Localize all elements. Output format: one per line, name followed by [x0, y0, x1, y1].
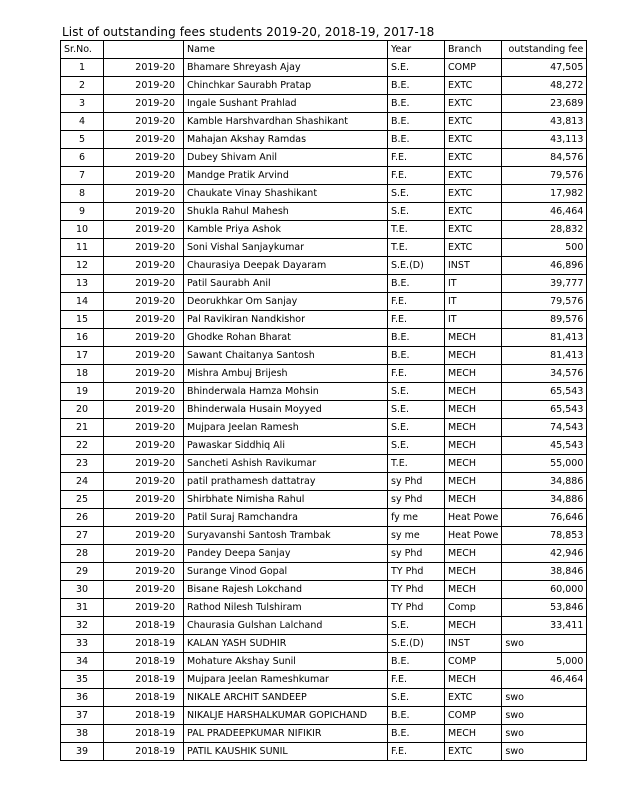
cell-academic-year: 2019-20	[104, 365, 184, 383]
cell-sr-no: 19	[61, 383, 104, 401]
cell-outstanding-fee: 42,946	[502, 545, 587, 563]
cell-academic-year: 2019-20	[104, 563, 184, 581]
cell-year: B.E.	[388, 113, 445, 131]
table-row	[61, 131, 587, 149]
cell-outstanding-fee: 79,576	[502, 167, 587, 185]
cell-outstanding-fee: 28,832	[502, 221, 587, 239]
cell-name: Chinchkar Saurabh Pratap	[184, 77, 388, 95]
cell-branch: INST	[445, 257, 502, 275]
cell-branch: EXTC	[445, 743, 502, 761]
cell-academic-year: 2019-20	[104, 293, 184, 311]
cell-year: S.E.	[388, 185, 445, 203]
cell-sr-no: 17	[61, 347, 104, 365]
cell-year: S.E.	[388, 617, 445, 635]
cell-sr-no: 37	[61, 707, 104, 725]
cell-outstanding-fee: swo	[502, 635, 587, 653]
cell-year: F.E.	[388, 365, 445, 383]
cell-name: PATIL KAUSHIK SUNIL	[184, 743, 388, 761]
cell-outstanding-fee: 84,576	[502, 149, 587, 167]
cell-name: Chaukate Vinay Shashikant	[184, 185, 388, 203]
cell-sr-no: 39	[61, 743, 104, 761]
table-row	[61, 149, 587, 167]
cell-outstanding-fee: 79,576	[502, 293, 587, 311]
cell-outstanding-fee: 65,543	[502, 383, 587, 401]
cell-outstanding-fee: 55,000	[502, 455, 587, 473]
table-row	[61, 419, 587, 437]
cell-academic-year: 2018-19	[104, 617, 184, 635]
cell-name: Mandge Pratik Arvind	[184, 167, 388, 185]
table-row	[61, 599, 587, 617]
cell-sr-no: 16	[61, 329, 104, 347]
cell-year: S.E.	[388, 419, 445, 437]
cell-outstanding-fee: 5,000	[502, 653, 587, 671]
cell-branch: EXTC	[445, 221, 502, 239]
table-row	[61, 581, 587, 599]
cell-outstanding-fee: swo	[502, 725, 587, 743]
cell-name: KALAN YASH SUDHIR	[184, 635, 388, 653]
cell-year: S.E.	[388, 383, 445, 401]
header-sr-no: Sr.No.	[61, 41, 104, 59]
cell-year: S.E.(D)	[388, 257, 445, 275]
cell-name: Shukla Rahul Mahesh	[184, 203, 388, 221]
header-name: Name	[184, 41, 388, 59]
cell-academic-year: 2019-20	[104, 545, 184, 563]
cell-year: TY Phd	[388, 599, 445, 617]
cell-name: NIKALJE HARSHALKUMAR GOPICHAND	[184, 707, 388, 725]
cell-year: F.E.	[388, 149, 445, 167]
cell-name: Sancheti Ashish Ravikumar	[184, 455, 388, 473]
cell-outstanding-fee: 34,576	[502, 365, 587, 383]
table-row	[61, 545, 587, 563]
cell-academic-year: 2019-20	[104, 329, 184, 347]
cell-year: B.E.	[388, 131, 445, 149]
cell-branch: EXTC	[445, 239, 502, 257]
table-row	[61, 77, 587, 95]
cell-name: Bhinderwala Hamza Mohsin	[184, 383, 388, 401]
cell-outstanding-fee: 46,464	[502, 203, 587, 221]
table-row	[61, 707, 587, 725]
cell-name: Deorukhkar Om Sanjay	[184, 293, 388, 311]
cell-outstanding-fee: 500	[502, 239, 587, 257]
cell-year: F.E.	[388, 311, 445, 329]
table-row	[61, 401, 587, 419]
table-row	[61, 365, 587, 383]
cell-sr-no: 15	[61, 311, 104, 329]
cell-outstanding-fee: 34,886	[502, 491, 587, 509]
table-row	[61, 239, 587, 257]
cell-branch: Comp	[445, 599, 502, 617]
cell-sr-no: 25	[61, 491, 104, 509]
cell-branch: EXTC	[445, 113, 502, 131]
cell-year: B.E.	[388, 77, 445, 95]
cell-branch: MECH	[445, 671, 502, 689]
cell-year: sy Phd	[388, 545, 445, 563]
cell-academic-year: 2018-19	[104, 743, 184, 761]
cell-academic-year: 2018-19	[104, 653, 184, 671]
cell-outstanding-fee: 65,543	[502, 401, 587, 419]
cell-outstanding-fee: 78,853	[502, 527, 587, 545]
cell-academic-year: 2019-20	[104, 185, 184, 203]
cell-academic-year: 2019-20	[104, 77, 184, 95]
table-row	[61, 491, 587, 509]
cell-academic-year: 2019-20	[104, 581, 184, 599]
cell-name: Chaurasiya Deepak Dayaram	[184, 257, 388, 275]
cell-name: Mahajan Akshay Ramdas	[184, 131, 388, 149]
cell-sr-no: 10	[61, 221, 104, 239]
cell-year: fy me	[388, 509, 445, 527]
cell-name: Sawant Chaitanya Santosh	[184, 347, 388, 365]
cell-branch: MECH	[445, 725, 502, 743]
table-row	[61, 329, 587, 347]
cell-year: S.E.	[388, 59, 445, 77]
table-row	[61, 185, 587, 203]
cell-year: T.E.	[388, 239, 445, 257]
cell-sr-no: 35	[61, 671, 104, 689]
cell-year: F.E.	[388, 293, 445, 311]
cell-sr-no: 13	[61, 275, 104, 293]
cell-name: Ghodke Rohan Bharat	[184, 329, 388, 347]
cell-academic-year: 2019-20	[104, 275, 184, 293]
cell-year: S.E.	[388, 689, 445, 707]
cell-name: Bhinderwala Husain Moyyed	[184, 401, 388, 419]
cell-name: Patil Suraj Ramchandra	[184, 509, 388, 527]
cell-academic-year: 2018-19	[104, 689, 184, 707]
cell-academic-year: 2019-20	[104, 383, 184, 401]
cell-year: TY Phd	[388, 581, 445, 599]
cell-branch: EXTC	[445, 167, 502, 185]
cell-academic-year: 2019-20	[104, 149, 184, 167]
table-row	[61, 59, 587, 77]
cell-academic-year: 2019-20	[104, 473, 184, 491]
cell-year: B.E.	[388, 275, 445, 293]
cell-outstanding-fee: swo	[502, 743, 587, 761]
cell-year: S.E.	[388, 203, 445, 221]
cell-academic-year: 2018-19	[104, 725, 184, 743]
cell-academic-year: 2019-20	[104, 221, 184, 239]
cell-academic-year: 2019-20	[104, 437, 184, 455]
fees-table-body	[61, 41, 587, 761]
table-row	[61, 671, 587, 689]
cell-year: S.E.(D)	[388, 635, 445, 653]
fees-table	[60, 40, 587, 761]
cell-name: Mujpara Jeelan Rameshkumar	[184, 671, 388, 689]
cell-outstanding-fee: 33,411	[502, 617, 587, 635]
cell-sr-no: 36	[61, 689, 104, 707]
cell-academic-year: 2019-20	[104, 509, 184, 527]
cell-sr-no: 33	[61, 635, 104, 653]
cell-name: Dubey Shivam Anil	[184, 149, 388, 167]
cell-outstanding-fee: swo	[502, 689, 587, 707]
cell-year: B.E.	[388, 653, 445, 671]
cell-branch: INST	[445, 635, 502, 653]
header-year: Year	[388, 41, 445, 59]
cell-name: Suryavanshi Santosh Trambak	[184, 527, 388, 545]
cell-branch: IT	[445, 311, 502, 329]
cell-year: F.E.	[388, 743, 445, 761]
table-row	[61, 113, 587, 131]
cell-academic-year: 2019-20	[104, 95, 184, 113]
cell-sr-no: 26	[61, 509, 104, 527]
cell-name: Soni Vishal Sanjaykumar	[184, 239, 388, 257]
cell-academic-year: 2019-20	[104, 59, 184, 77]
cell-sr-no: 7	[61, 167, 104, 185]
cell-outstanding-fee: 81,413	[502, 329, 587, 347]
cell-academic-year: 2019-20	[104, 401, 184, 419]
table-row	[61, 455, 587, 473]
cell-outstanding-fee: 46,464	[502, 671, 587, 689]
cell-sr-no: 5	[61, 131, 104, 149]
table-row	[61, 437, 587, 455]
table-row	[61, 563, 587, 581]
cell-name: Pandey Deepa Sanjay	[184, 545, 388, 563]
cell-sr-no: 12	[61, 257, 104, 275]
cell-academic-year: 2019-20	[104, 239, 184, 257]
cell-sr-no: 38	[61, 725, 104, 743]
cell-outstanding-fee: 34,886	[502, 473, 587, 491]
cell-sr-no: 4	[61, 113, 104, 131]
cell-year: sy Phd	[388, 473, 445, 491]
cell-outstanding-fee: 43,813	[502, 113, 587, 131]
table-row	[61, 509, 587, 527]
cell-branch: Heat Powe	[445, 527, 502, 545]
cell-academic-year: 2018-19	[104, 671, 184, 689]
cell-name: Kamble Harshvardhan Shashikant	[184, 113, 388, 131]
cell-branch: MECH	[445, 383, 502, 401]
cell-academic-year: 2019-20	[104, 167, 184, 185]
cell-branch: MECH	[445, 365, 502, 383]
header-academic-year	[104, 41, 184, 59]
table-row	[61, 347, 587, 365]
table-row	[61, 617, 587, 635]
cell-branch: EXTC	[445, 203, 502, 221]
cell-name: NIKALE ARCHIT SANDEEP	[184, 689, 388, 707]
cell-branch: MECH	[445, 617, 502, 635]
cell-sr-no: 8	[61, 185, 104, 203]
cell-name: Ingale Sushant Prahlad	[184, 95, 388, 113]
header-outstanding-fee: outstanding fee	[502, 41, 587, 59]
cell-branch: EXTC	[445, 77, 502, 95]
cell-year: T.E.	[388, 221, 445, 239]
cell-name: Bisane Rajesh Lokchand	[184, 581, 388, 599]
cell-branch: MECH	[445, 545, 502, 563]
cell-sr-no: 29	[61, 563, 104, 581]
cell-name: Patil Saurabh Anil	[184, 275, 388, 293]
cell-name: Mohature Akshay Sunil	[184, 653, 388, 671]
cell-name: patil prathamesh dattatray	[184, 473, 388, 491]
cell-branch: COMP	[445, 653, 502, 671]
cell-branch: EXTC	[445, 689, 502, 707]
cell-sr-no: 3	[61, 95, 104, 113]
cell-year: F.E.	[388, 167, 445, 185]
cell-academic-year: 2019-20	[104, 203, 184, 221]
cell-outstanding-fee: 74,543	[502, 419, 587, 437]
cell-name: Rathod Nilesh Tulshiram	[184, 599, 388, 617]
cell-outstanding-fee: 43,113	[502, 131, 587, 149]
cell-sr-no: 34	[61, 653, 104, 671]
cell-name: Chaurasia Gulshan Lalchand	[184, 617, 388, 635]
table-row	[61, 293, 587, 311]
cell-year: B.E.	[388, 95, 445, 113]
cell-academic-year: 2019-20	[104, 599, 184, 617]
cell-branch: EXTC	[445, 95, 502, 113]
cell-academic-year: 2018-19	[104, 707, 184, 725]
cell-year: B.E.	[388, 347, 445, 365]
cell-year: S.E.	[388, 437, 445, 455]
table-row	[61, 635, 587, 653]
cell-outstanding-fee: 76,646	[502, 509, 587, 527]
table-row	[61, 311, 587, 329]
cell-branch: MECH	[445, 473, 502, 491]
table-header-row	[61, 41, 587, 59]
cell-academic-year: 2019-20	[104, 347, 184, 365]
table-row	[61, 473, 587, 491]
cell-academic-year: 2019-20	[104, 527, 184, 545]
cell-name: Kamble Priya Ashok	[184, 221, 388, 239]
cell-year: F.E.	[388, 671, 445, 689]
cell-outstanding-fee: swo	[502, 707, 587, 725]
cell-sr-no: 2	[61, 77, 104, 95]
cell-year: TY Phd	[388, 563, 445, 581]
cell-sr-no: 9	[61, 203, 104, 221]
cell-name: Shirbhate Nimisha Rahul	[184, 491, 388, 509]
cell-outstanding-fee: 89,576	[502, 311, 587, 329]
cell-academic-year: 2019-20	[104, 491, 184, 509]
cell-branch: MECH	[445, 437, 502, 455]
cell-branch: EXTC	[445, 149, 502, 167]
cell-branch: EXTC	[445, 131, 502, 149]
cell-branch: MECH	[445, 401, 502, 419]
cell-academic-year: 2018-19	[104, 635, 184, 653]
table-row	[61, 95, 587, 113]
cell-sr-no: 30	[61, 581, 104, 599]
cell-branch: MECH	[445, 455, 502, 473]
cell-outstanding-fee: 60,000	[502, 581, 587, 599]
page-title: List of outstanding fees students 2019-20, 2018-19, 2017-18	[62, 25, 435, 39]
cell-sr-no: 28	[61, 545, 104, 563]
cell-name: Surange Vinod Gopal	[184, 563, 388, 581]
cell-branch: IT	[445, 275, 502, 293]
table-row	[61, 203, 587, 221]
cell-sr-no: 31	[61, 599, 104, 617]
cell-branch: IT	[445, 293, 502, 311]
cell-academic-year: 2019-20	[104, 257, 184, 275]
table-row	[61, 689, 587, 707]
cell-sr-no: 27	[61, 527, 104, 545]
cell-outstanding-fee: 46,896	[502, 257, 587, 275]
cell-outstanding-fee: 38,846	[502, 563, 587, 581]
cell-year: sy Phd	[388, 491, 445, 509]
cell-academic-year: 2019-20	[104, 419, 184, 437]
cell-academic-year: 2019-20	[104, 113, 184, 131]
cell-outstanding-fee: 53,846	[502, 599, 587, 617]
cell-branch: MECH	[445, 347, 502, 365]
cell-sr-no: 20	[61, 401, 104, 419]
table-row	[61, 725, 587, 743]
cell-name: PAL PRADEEPKUMAR NIFIKIR	[184, 725, 388, 743]
cell-outstanding-fee: 45,543	[502, 437, 587, 455]
cell-name: Pawaskar Siddhiq Ali	[184, 437, 388, 455]
table-row	[61, 221, 587, 239]
cell-year: sy me	[388, 527, 445, 545]
cell-sr-no: 14	[61, 293, 104, 311]
table-row	[61, 275, 587, 293]
cell-outstanding-fee: 47,505	[502, 59, 587, 77]
cell-year: T.E.	[388, 455, 445, 473]
cell-name: Mishra Ambuj Brijesh	[184, 365, 388, 383]
cell-sr-no: 21	[61, 419, 104, 437]
cell-sr-no: 18	[61, 365, 104, 383]
table-row	[61, 167, 587, 185]
cell-name: Bhamare Shreyash Ajay	[184, 59, 388, 77]
cell-outstanding-fee: 81,413	[502, 347, 587, 365]
cell-branch: MECH	[445, 581, 502, 599]
cell-sr-no: 23	[61, 455, 104, 473]
cell-branch: COMP	[445, 59, 502, 77]
cell-name: Pal Ravikiran Nandkishor	[184, 311, 388, 329]
cell-sr-no: 6	[61, 149, 104, 167]
cell-branch: COMP	[445, 707, 502, 725]
table-row	[61, 383, 587, 401]
cell-academic-year: 2019-20	[104, 311, 184, 329]
cell-year: B.E.	[388, 707, 445, 725]
cell-branch: Heat Powe	[445, 509, 502, 527]
cell-sr-no: 1	[61, 59, 104, 77]
cell-outstanding-fee: 48,272	[502, 77, 587, 95]
cell-branch: MECH	[445, 563, 502, 581]
cell-sr-no: 22	[61, 437, 104, 455]
table-row	[61, 527, 587, 545]
cell-outstanding-fee: 17,982	[502, 185, 587, 203]
cell-branch: MECH	[445, 329, 502, 347]
cell-academic-year: 2019-20	[104, 131, 184, 149]
cell-year: S.E.	[388, 401, 445, 419]
cell-sr-no: 11	[61, 239, 104, 257]
cell-name: Mujpara Jeelan Ramesh	[184, 419, 388, 437]
header-branch: Branch	[445, 41, 502, 59]
cell-sr-no: 32	[61, 617, 104, 635]
cell-branch: MECH	[445, 419, 502, 437]
cell-year: B.E.	[388, 329, 445, 347]
table-row	[61, 743, 587, 761]
cell-sr-no: 24	[61, 473, 104, 491]
cell-outstanding-fee: 23,689	[502, 95, 587, 113]
table-row	[61, 257, 587, 275]
cell-outstanding-fee: 39,777	[502, 275, 587, 293]
cell-academic-year: 2019-20	[104, 455, 184, 473]
cell-branch: EXTC	[445, 185, 502, 203]
cell-year: B.E.	[388, 725, 445, 743]
table-row	[61, 653, 587, 671]
cell-branch: MECH	[445, 491, 502, 509]
